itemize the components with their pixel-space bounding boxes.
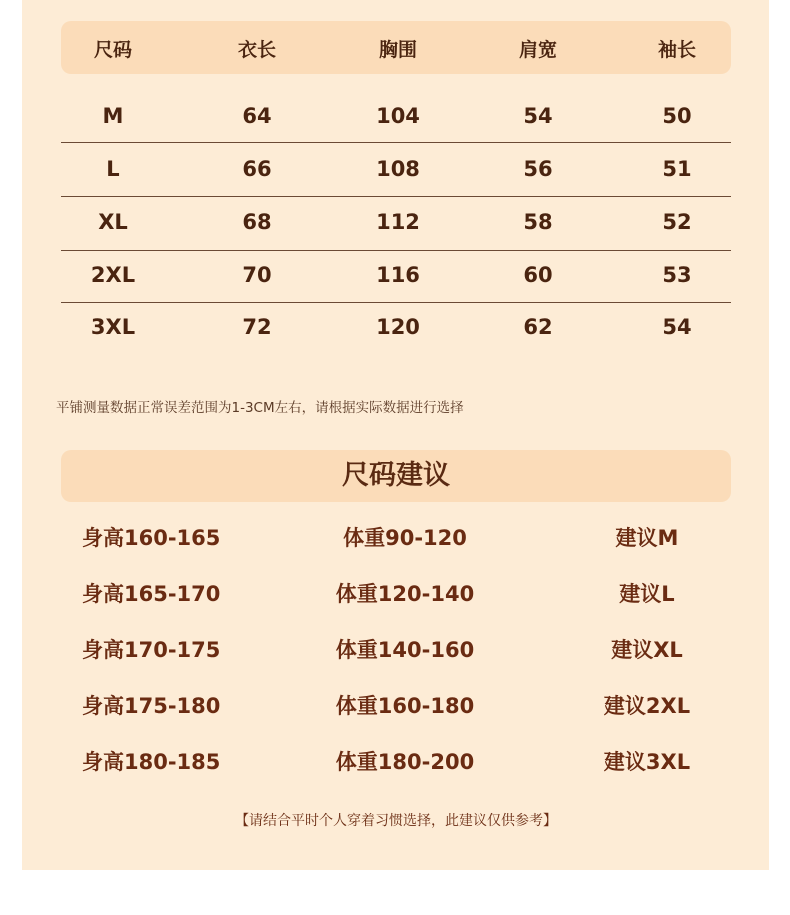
rec-weight: 体重140-160	[335, 638, 475, 662]
header-sleeve: 袖长	[657, 39, 696, 61]
cell-size: M	[102, 104, 124, 128]
cell-chest: 112	[376, 210, 420, 234]
cell-size: XL	[98, 210, 128, 234]
header-size: 尺码	[93, 39, 132, 61]
cell-size: 2XL	[90, 263, 136, 287]
cell-length: 68	[242, 210, 272, 234]
row-divider	[61, 142, 731, 143]
cell-length: 70	[242, 263, 272, 287]
rec-weight: 体重160-180	[335, 694, 475, 718]
rec-size: 建议XL	[611, 638, 683, 662]
cell-chest: 108	[376, 157, 420, 181]
measurement-note: 平铺测量数据正常误差范围为1-3CM左右，请根据实际数据进行选择	[56, 400, 464, 416]
rec-height: 身高165-170	[82, 582, 221, 606]
cell-shoulder: 56	[523, 157, 553, 181]
size-chart-panel	[22, 0, 769, 870]
cell-size: L	[106, 157, 120, 181]
rec-weight: 体重120-140	[335, 582, 475, 606]
rec-size: 建议2XL	[603, 694, 691, 718]
cell-chest: 104	[376, 104, 420, 128]
row-divider	[61, 196, 731, 197]
cell-chest: 116	[376, 263, 420, 287]
cell-chest: 120	[376, 315, 420, 339]
header-chest: 胸围	[378, 39, 417, 61]
cell-sleeve: 54	[662, 315, 692, 339]
cell-sleeve: 50	[662, 104, 692, 128]
row-divider	[61, 302, 731, 303]
rec-weight: 体重90-120	[343, 526, 467, 550]
cell-shoulder: 58	[523, 210, 553, 234]
rec-height: 身高170-175	[82, 638, 221, 662]
rec-weight: 体重180-200	[335, 750, 475, 774]
cell-shoulder: 54	[523, 104, 553, 128]
recommendation-title: 尺码建议	[342, 460, 450, 491]
cell-sleeve: 51	[662, 157, 692, 181]
header-length: 衣长	[237, 39, 276, 61]
cell-size: 3XL	[90, 315, 136, 339]
recommendation-footnote: 【请结合平时个人穿着习惯选择，此建议仅供参考】	[235, 813, 557, 829]
cell-length: 64	[242, 104, 272, 128]
cell-length: 72	[242, 315, 272, 339]
rec-size: 建议L	[619, 582, 675, 606]
row-divider	[61, 250, 731, 251]
cell-length: 66	[242, 157, 272, 181]
rec-height: 身高180-185	[82, 750, 221, 774]
cell-shoulder: 62	[523, 315, 553, 339]
rec-size: 建议3XL	[603, 750, 691, 774]
rec-height: 身高175-180	[82, 694, 221, 718]
cell-sleeve: 52	[662, 210, 692, 234]
cell-sleeve: 53	[662, 263, 692, 287]
cell-shoulder: 60	[523, 263, 553, 287]
header-shoulder: 肩宽	[518, 39, 557, 61]
rec-height: 身高160-165	[82, 526, 221, 550]
rec-size: 建议M	[615, 526, 679, 550]
